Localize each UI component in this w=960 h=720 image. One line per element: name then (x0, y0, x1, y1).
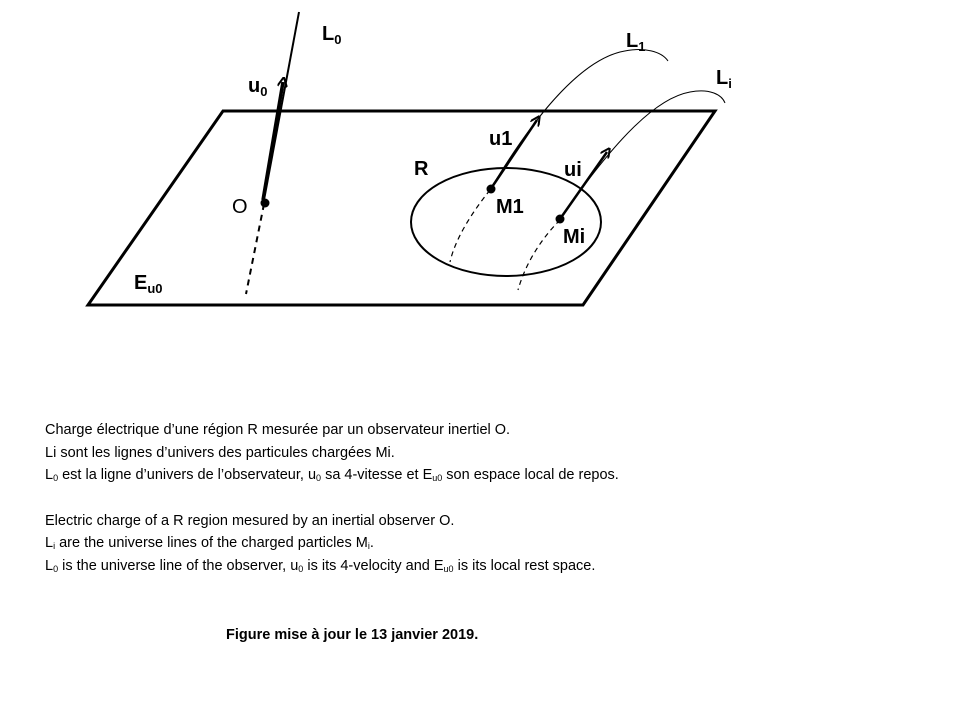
point-m1 (487, 185, 496, 194)
caption (45, 419, 619, 577)
world-line-l1-hidden (450, 190, 490, 262)
caption-fr-line2: Li sont les lignes d’univers des particules chargées Mi. (45, 444, 395, 461)
label-m1: M1 (496, 196, 524, 218)
caption-en-line2: $L_i$ are the universe lines of the charged particles $M_i$. (45, 535, 374, 551)
label-eu0: $E_{u0}$ (134, 272, 163, 296)
label-l0: $L_0$ (322, 23, 342, 47)
point-mi (556, 215, 565, 224)
label-u1: u1 (489, 128, 513, 150)
caption-en-line1: Electric charge of a R region mesured by an inertial observer O. (45, 512, 455, 529)
point-o (261, 199, 270, 208)
label-mi: Mi (563, 226, 586, 248)
label-li: $L_i$ (716, 67, 732, 91)
label-l1: $L_1$ (626, 30, 646, 54)
caption-en-line3: $L_0$ is the universe line of the observer, $u_0$ is its 4-velocity and $E_{u0}$ is its local rest space. (45, 557, 596, 574)
region-r-ellipse (411, 168, 601, 276)
label-ui: ui (564, 159, 582, 181)
velocity-vector-u0 (263, 82, 283, 200)
label-r: R (414, 158, 429, 180)
caption-fr-line3: $L_0$ est la ligne d’univers de l’observateur, $u_0$ sa 4-vitesse et $E_{u0}$ son espace local de repos. (45, 467, 619, 483)
label-o: O (232, 196, 248, 218)
figure-update-note: Figure mise à jour le 13 janvier 2019. (226, 627, 479, 643)
label-u0: $u_0$ (248, 75, 268, 99)
world-line-l0-hidden (246, 204, 264, 294)
caption-fr-line1: Charge électrique d’une région R mesurée par un observateur inertiel O. (45, 422, 511, 438)
world-line-li-hidden (518, 220, 560, 290)
